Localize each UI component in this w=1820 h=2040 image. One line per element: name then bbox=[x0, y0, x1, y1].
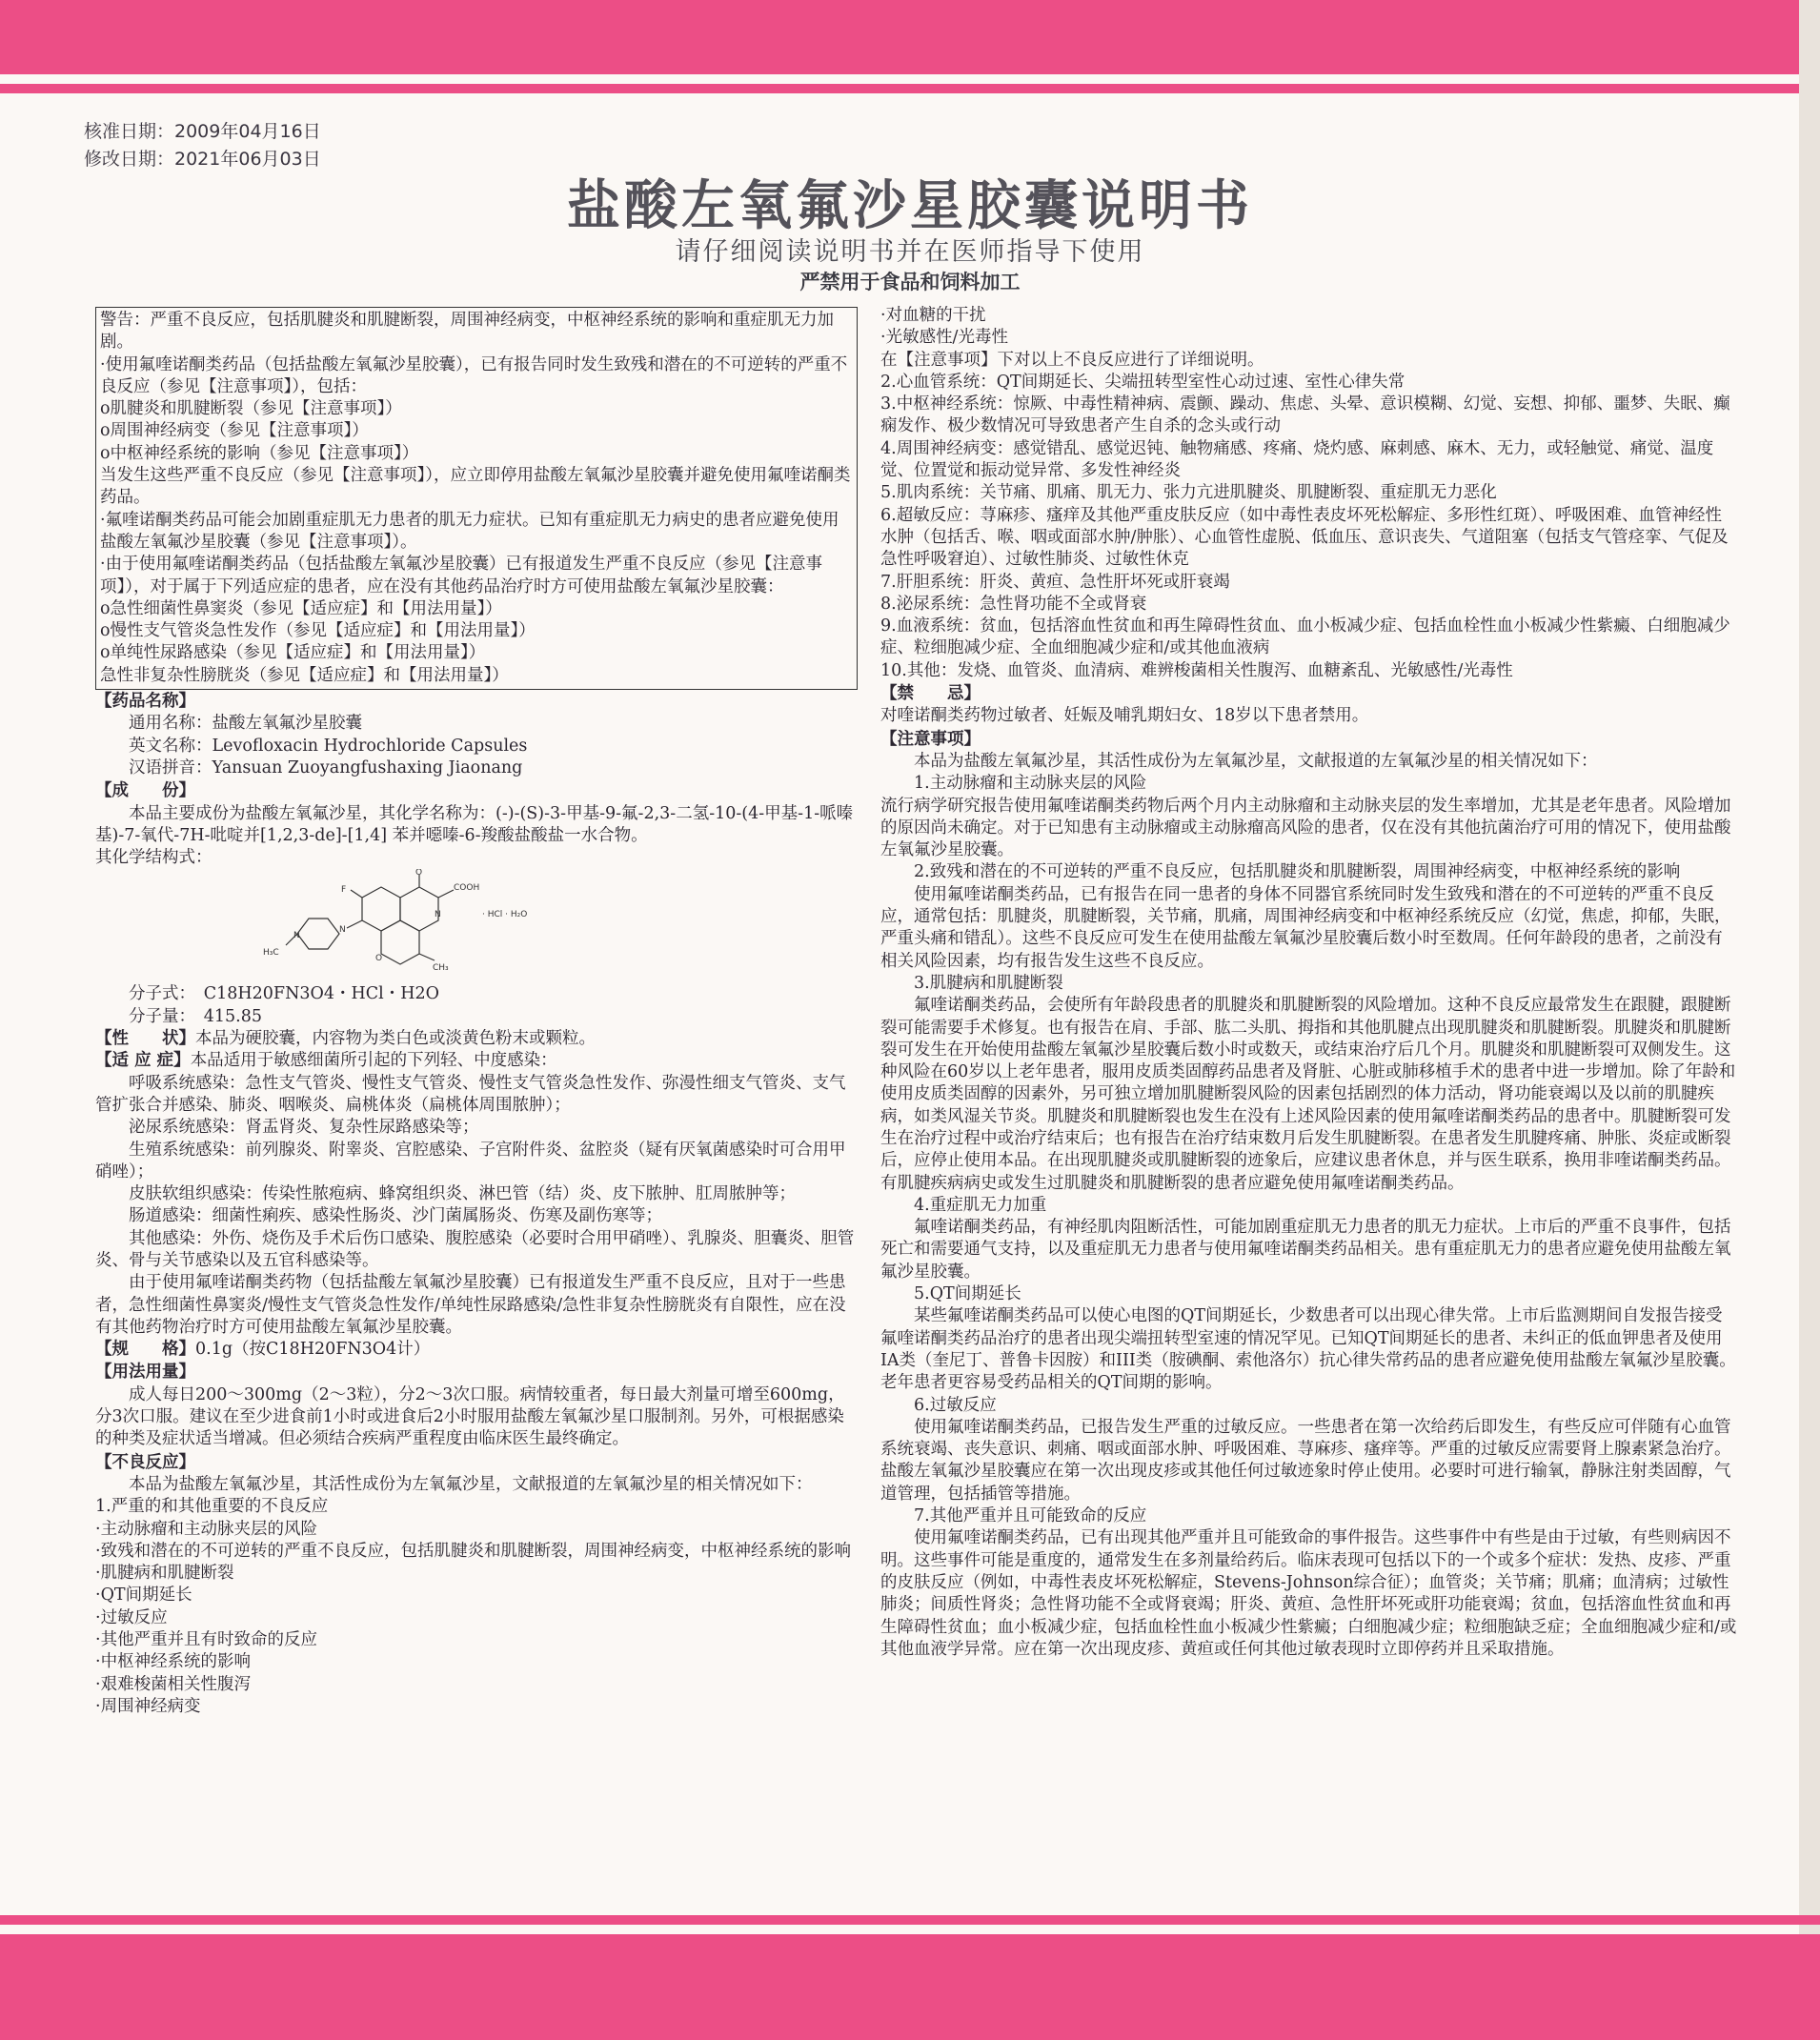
right-column bbox=[880, 305, 1738, 1661]
adverse-system-item: 10.其他：发烧、血管炎、血清病、难辨梭菌相关性腹泻、血糖紊乱、光敏感性/光毒性 bbox=[880, 660, 1513, 680]
mol-label-n-ring: N bbox=[435, 910, 441, 920]
precautions-intro: 本品为盐酸左氧氟沙星，其活性成份为左氧氟沙星，文献报道的左氧氟沙星的相关情况如下： bbox=[914, 751, 1598, 771]
precaution-title: 7.其他严重并且可能致命的反应 bbox=[914, 1506, 1147, 1526]
adverse-heading: 【不良反应】 bbox=[95, 1452, 195, 1472]
adverse-item: ·其他严重并且有时致命的反应 bbox=[95, 1630, 318, 1650]
precaution-title: 3.肌腱病和肌腱断裂 bbox=[914, 973, 1063, 993]
precaution-text: 使用氟喹诺酮类药品，已报告发生严重的过敏反应。一些患者在第一次给药后即发生，有些反应可伴随有心血管系统衰竭、丧失意识、刺痛、咽或面部水肿、呼吸困难、荨麻疹、瘙痒等。严重的过敏反应需要肾上腺素紧急治疗。盐酸左氧氟沙星胶囊应在第一次出现皮疹或其他任何过敏迹象时停止使用。必要时可进行输氧，静脉注射类固醇，气道管理，包括插管等措施。 bbox=[880, 1417, 1731, 1504]
mol-label-n-pip: N bbox=[339, 925, 346, 936]
english-name: 英文名称：Levofloxacin Hydrochloride Capsules bbox=[129, 736, 528, 756]
mol-label-ch3: CH₃ bbox=[433, 963, 449, 974]
adverse-system-item: 7.肝胆系统：肝炎、黄疸、急性肝坏死或肝衰竭 bbox=[880, 572, 1230, 592]
mol-label-cooh: COOH bbox=[454, 883, 480, 894]
indication-item: 泌尿系统感染：肾盂肾炎、复杂性尿路感染等； bbox=[129, 1118, 479, 1138]
molecule-diagram bbox=[257, 869, 600, 981]
composition-text: 本品主要成份为盐酸左氧氟沙星，其化学名称为：(-)-(S)-3-甲基-9-氟-2,3-二氢-10-(4-甲基-1-哌嗪基)-7-氧代-7H-吡啶并[1,2,3-de]-[1,4] 苯并噁嗪-6-羧酸盐酸盐一水合物。 bbox=[95, 803, 854, 845]
precaution-text: 氟喹诺酮类药品，有神经肌肉阻断活性，可能加剧重症肌无力患者的肌无力症状。上市后的严重不良事件，包括死亡和需要通气支持，以及重症肌无力患者与使用氟喹诺酮类药品相关。患有重症肌无力的患者应避免使用盐酸左氧氟沙星胶囊。 bbox=[880, 1218, 1731, 1282]
contraindications-heading: 【禁 忌】 bbox=[880, 684, 981, 704]
molecular-formula: 分子式： C18H20FN3O4・HCl・H2O bbox=[129, 984, 439, 1004]
adverse-system-item: 2.心血管系统：QT间期延长、尖端扭转型室性心动过速、室性心律失常 bbox=[880, 372, 1405, 392]
precaution-title: 6.过敏反应 bbox=[914, 1395, 997, 1415]
adverse-item: ·光敏感性/光毒性 bbox=[880, 328, 1008, 348]
character-text: 本品为硬胶囊，内容物为类白色或淡黄色粉末或颗粒。 bbox=[195, 1029, 596, 1049]
indication-item: 生殖系统感染：前列腺炎、附睾炎、宫腔感染、子宫附件炎、盆腔炎（疑有厌氧菌感染时可合用甲硝唑）； bbox=[95, 1140, 846, 1182]
indication-item: 皮肤软组织感染：传染性脓疱病、蜂窝组织炎、淋巴管（结）炎、皮下脓肿、肛周脓肿等； bbox=[129, 1184, 796, 1204]
warning-line: 警告：严重不良反应，包括肌腱炎和肌腱断裂，周围神经病变，中枢神经系统的影响和重症肌无力加剧。 bbox=[100, 311, 834, 353]
page-title: 盐酸左氧氟沙星胶囊说明书 bbox=[567, 175, 1253, 237]
adverse-item: ·中枢神经系统的影响 bbox=[95, 1652, 252, 1672]
mol-label-h3c: H₃C bbox=[263, 948, 279, 959]
indication-item: 呼吸系统感染：急性支气管炎、慢性支气管炎、慢性支气管炎急性发作、弥漫性细支气管炎、支气管扩张合并感染、肺炎、咽喉炎、扁桃体炎（扁桃体周围脓肿）； bbox=[95, 1073, 846, 1115]
precaution-text: 流行病学研究报告使用氟喹诺酮类药物后两个月内主动脉瘤和主动脉夹层的发生率增加，尤其是老年患者。风险增加的原因尚未确定。对于已知患有主动脉瘤或主动脉瘤高风险的患者，仅在没有其他抗菌治疗可用的情况下，使用盐酸左氧氟沙星胶囊。 bbox=[880, 796, 1731, 860]
adverse-note: 在【注意事项】下对以上不良反应进行了详细说明。 bbox=[880, 350, 1264, 370]
precaution-title: 1.主动脉瘤和主动脉夹层的风险 bbox=[914, 774, 1147, 794]
pinyin-name: 汉语拼音：Yansuan Zuoyangfushaxing Jiaonang bbox=[129, 757, 523, 778]
character-heading: 【性 状】 bbox=[95, 1029, 195, 1049]
indications-heading: 【适 应 症】 bbox=[95, 1051, 191, 1071]
mol-label-o: O bbox=[415, 869, 423, 879]
precaution-title: 2.致残和潜在的不可逆转的严重不良反应，包括肌腱炎和肌腱断裂，周围神经病变，中枢神经系统的影响 bbox=[914, 862, 1681, 882]
mol-label-o-ring: O bbox=[375, 954, 383, 964]
adverse-system-item: 8.泌尿系统：急性肾功能不全或肾衰 bbox=[880, 594, 1147, 614]
boxed-warning bbox=[95, 307, 858, 690]
page-subtitle-warning: 严禁用于食品和饲料加工 bbox=[799, 271, 1021, 293]
composition-heading: 【成 份】 bbox=[95, 781, 195, 801]
adverse-item: ·QT间期延长 bbox=[95, 1586, 192, 1606]
indication-item: 肠道感染：细菌性痢疾、感染性肠炎、沙门菌属肠炎、伤寒及副伤寒等； bbox=[129, 1206, 662, 1226]
adverse-item: ·主动脉瘤和主动脉夹层的风险 bbox=[95, 1519, 318, 1539]
bottom-pink-stripe bbox=[0, 1915, 1820, 1925]
page-subtitle: 请仔细阅读说明书并在医师指导下使用 bbox=[675, 237, 1145, 267]
warning-line: o慢性支气管炎急性发作（参见【适应症】和【用法用量】） bbox=[100, 621, 536, 641]
precaution-title: 5.QT间期延长 bbox=[914, 1284, 1021, 1304]
warning-line: o急性细菌性鼻窦炎（参见【适应症】和【用法用量】） bbox=[100, 598, 502, 618]
adverse-system-item: 9.血液系统：贫血，包括溶血性贫血和再生障碍性贫血、血小板减少症、包括血栓性血小板减少性紫癜、白细胞减少症、粒细胞减少症、全血细胞减少症和/或其他血液病 bbox=[880, 616, 1730, 658]
adverse-system-item: 4.周围神经病变：感觉错乱、感觉迟钝、触物痛感、疼痛、烧灼感、麻刺感、麻木、无力，或轻触觉、痛觉、温度觉、位置觉和振动觉异常、多发性神经炎 bbox=[880, 438, 1714, 481]
precaution-text: 使用氟喹诺酮类药品，已有报告在同一患者的身体不同器官系统同时发生致残和潜在的不可逆转的严重不良反应，通常包括：肌腱炎，肌腱断裂，关节痛，肌痛，周围神经病变和中枢神经系统反应（幻觉，焦虑，抑郁，失眠，严重头痛和错乱）。这些不良反应可发生在使用盐酸左氧氟沙星胶囊后数小时至数周。任何年龄段的患者，之前没有相关风险因素，均有报告发生这些不良反应。 bbox=[880, 884, 1731, 971]
bottom-pink-band bbox=[0, 1934, 1820, 2040]
warning-line: o中枢神经系统的影响（参见【注意事项】） bbox=[100, 443, 419, 463]
left-column bbox=[95, 307, 858, 1718]
indication-item: 由于使用氟喹诺酮类药物（包括盐酸左氧氟沙星胶囊）已有报道发生严重不良反应，且对于一些患者，急性细菌性鼻窦炎/慢性支气管炎急性发作/单纯性尿路感染/急性非复杂性膀胱炎有自限性，应在没有其他药物治疗时方可使用盐酸左氧氟沙星胶囊。 bbox=[95, 1273, 846, 1337]
generic-name: 通用名称：盐酸左氧氟沙星胶囊 bbox=[129, 714, 362, 734]
page-edge bbox=[1799, 0, 1820, 2040]
adverse-item: ·致残和潜在的不可逆转的严重不良反应，包括肌腱炎和肌腱断裂，周围神经病变，中枢神经系统的影响 bbox=[95, 1541, 852, 1561]
modify-date: 修改日期：2021年06月03日 bbox=[84, 149, 321, 170]
indications-intro: 本品适用于敏感细菌所引起的下列轻、中度感染： bbox=[190, 1051, 557, 1071]
indication-item: 其他感染：外伤、烧伤及手术后伤口感染、腹腔感染（必要时合用甲硝唑）、乳腺炎、胆囊炎、胆管炎、骨与关节感染以及五官科感染等。 bbox=[95, 1228, 855, 1270]
spec-heading: 【规 格】 bbox=[95, 1340, 195, 1360]
precaution-text: 使用氟喹诺酮类药品，已有出现其他严重并且可能致命的事件报告。这些事件中有些是由于过敏，有些则病因不明。这些事件可能是重度的，通常发生在多剂量给药后。临床表现可包括以下的一个或多个症状：发热、皮疹、严重的皮肤反应（例如，中毒性表皮坏死松解症，Stevens-Johnson综合征）；血管炎；关节痛；肌痛；血清病；过敏性肺炎；间质性肾炎；急性肾功能不全或肾衰竭；肝炎、黄疸、急性肝坏死或肝功能衰竭；贫血，包括溶血性贫血和再生障碍性贫血；血小板减少症，包括血栓性血小板减少性紫癜；白细胞减少症；粒细胞缺乏症；全血细胞减少症和/或其他血液学异常。应在第一次出现皮疹、黄疸或任何其他过敏表现时立即停药并且采取措施。 bbox=[880, 1528, 1737, 1659]
dosage-heading: 【用法用量】 bbox=[95, 1363, 195, 1383]
mol-label-salt: · HCl · H₂O bbox=[482, 910, 528, 920]
drug-name-heading: 【药品名称】 bbox=[95, 692, 195, 712]
top-pink-band bbox=[0, 0, 1820, 74]
top-pink-stripe bbox=[0, 84, 1820, 93]
adverse-item: ·周围神经病变 bbox=[95, 1696, 201, 1716]
adverse-subheading: 1.严重的和其他重要的不良反应 bbox=[95, 1497, 329, 1517]
adverse-system-item: 5.肌肉系统：关节痛、肌痛、肌无力、张力亢进肌腱炎、肌腱断裂、重症肌无力恶化 bbox=[880, 483, 1497, 503]
molecular-weight: 分子量： 415.85 bbox=[129, 1006, 262, 1026]
precautions-heading: 【注意事项】 bbox=[880, 729, 981, 749]
precaution-title: 4.重症肌无力加重 bbox=[914, 1195, 1047, 1215]
adverse-system-item: 3.中枢神经系统：惊厥、中毒性精神病、震颤、躁动、焦虑、头晕、意识模糊、幻觉、妄想、抑郁、噩梦、失眠、癫痫发作、极少数情况可导致患者产生自杀的念头或行动 bbox=[880, 394, 1730, 436]
warning-line: ·氟喹诺酮类药品可能会加剧重症肌无力患者的肌无力症状。已知有重症肌无力病史的患者应避免使用盐酸左氧氟沙星胶囊（参见【注意事项】）。 bbox=[100, 510, 839, 552]
structure-label: 其化学结构式： bbox=[95, 848, 212, 868]
warning-line: ·使用氟喹诺酮类药品（包括盐酸左氧氟沙星胶囊），已有报告同时发生致残和潜在的不可逆转的严重不良反应（参见【注意事项】），包括： bbox=[100, 354, 848, 396]
precaution-text: 某些氟喹诺酮类药品可以使心电图的QT间期延长，少数患者可以出现心律失常。上市后监测期间自发报告接受氟喹诺酮类药品治疗的患者出现尖端扭转型室速的情况罕见。已知QT间期延长的患者、未纠正的低血钾患者及使用IA类（奎尼丁、普鲁卡因胺）和III类（胺碘酮、索他洛尔）抗心律失常药品的患者应避免使用盐酸左氧氟沙星胶囊。老年患者更容易受药品相关的QT间期的影响。 bbox=[880, 1306, 1736, 1393]
adverse-system-item: 6.超敏反应：荨麻疹、瘙痒及其他严重皮肤反应（如中毒性表皮坏死松解症、多形性红斑）、呼吸困难、血管神经性水肿（包括舌、喉、咽或面部水肿/肿胀）、心血管性虚脱、低血压、意识丧失、气道阻塞（包括支气管痉挛、气促及急性呼吸窘迫）、过敏性肺炎、过敏性休克 bbox=[880, 505, 1729, 570]
chemical-structure bbox=[95, 869, 858, 983]
dosage-text: 成人每日200～300mg（2～3粒），分2～3次口服。病情较重者，每日最大剂量可增至600mg，分3次口服。建议在至少进食前1小时或进食后2小时服用盐酸左氧氟沙星口服制剂。另外，可根据感染的种类及症状适当增减。但必须结合疾病严重程度由临床医生最终确定。 bbox=[95, 1384, 845, 1449]
mol-label-f: F bbox=[341, 885, 347, 896]
adverse-item: ·过敏反应 bbox=[95, 1607, 168, 1627]
warning-line: o肌腱炎和肌腱断裂（参见【注意事项】） bbox=[100, 399, 402, 419]
warning-line: ·由于使用氟喹诺酮类药品（包括盐酸左氧氟沙星胶囊）已有报道发生严重不良反应（参见【注意事项】），对于属于下列适应症的患者，应在没有其他药品治疗时方可使用盐酸左氧氟沙星胶囊： bbox=[100, 555, 823, 596]
spec-text: 0.1g（按C18H20FN3O4计） bbox=[195, 1340, 431, 1360]
contraindications-text: 对喹诺酮类药物过敏者、妊娠及哺乳期妇女、18岁以下患者禁用。 bbox=[880, 706, 1369, 726]
adverse-item: ·肌腱病和肌腱断裂 bbox=[95, 1564, 234, 1584]
mol-label-n-me: N bbox=[293, 931, 300, 941]
adverse-item: ·对血糖的干扰 bbox=[880, 306, 986, 325]
adverse-item: ·艰难梭菌相关性腹泻 bbox=[95, 1674, 252, 1694]
warning-line: o单纯性尿路感染（参见【适应症】和【用法用量】） bbox=[100, 643, 486, 663]
approve-date: 核准日期：2009年04月16日 bbox=[84, 121, 321, 142]
precaution-text: 氟喹诺酮类药品，会使所有年龄段患者的肌腱炎和肌腱断裂的风险增加。这种不良反应最常发生在跟腱，跟腱断裂可能需要手术修复。也有报告在肩、手部、肱二头肌、拇指和其他肌腱点出现肌腱炎和肌腱断裂。肌腱炎和肌腱断裂可发生在开始使用盐酸左氧氟沙星胶囊后数小时或数天，或结束治疗后几个月。肌腱炎和肌腱断裂可双侧发生。这种风险在60岁以上老年患者，服用皮质类固醇药品患者及肾脏、心脏或肺移植手术的患者中进一步增加。除了年龄和使用皮质类固醇的因素外，另可独立增加肌腱断裂风险的因素包括剧烈的体力活动，肾功能衰竭以及以前的肌腱疾病，如类风湿关节炎。肌腱炎和肌腱断裂也发生在没有上述风险因素的使用氟喹诺酮类药品的患者中。肌腱断裂可发生在治疗过程中或治疗结束后；也有报告在治疗结束数月后发生肌腱断裂。在患者发生肌腱疼痛、肿胀、炎症或断裂后，应停止使用本品。在出现肌腱炎或肌腱断裂的迹象后，应建议患者休息，并与医生联系，换用非喹诺酮类药品。有肌腱疾病病史或发生过肌腱炎和肌腱断裂的患者应避免使用氟喹诺酮类药品。 bbox=[880, 996, 1736, 1193]
warning-line: o周围神经病变（参见【注意事项】） bbox=[100, 421, 369, 441]
warning-line: 急性非复杂性膀胱炎（参见【适应症】和【用法用量】） bbox=[100, 665, 509, 685]
adverse-intro: 本品为盐酸左氧氟沙星，其活性成份为左氧氟沙星，文献报道的左氧氟沙星的相关情况如下： bbox=[129, 1474, 813, 1494]
warning-line: 当发生这些严重不良反应（参见【注意事项】），应立即停用盐酸左氧氟沙星胶囊并避免使用氟喹诺酮类药品。 bbox=[100, 466, 851, 508]
